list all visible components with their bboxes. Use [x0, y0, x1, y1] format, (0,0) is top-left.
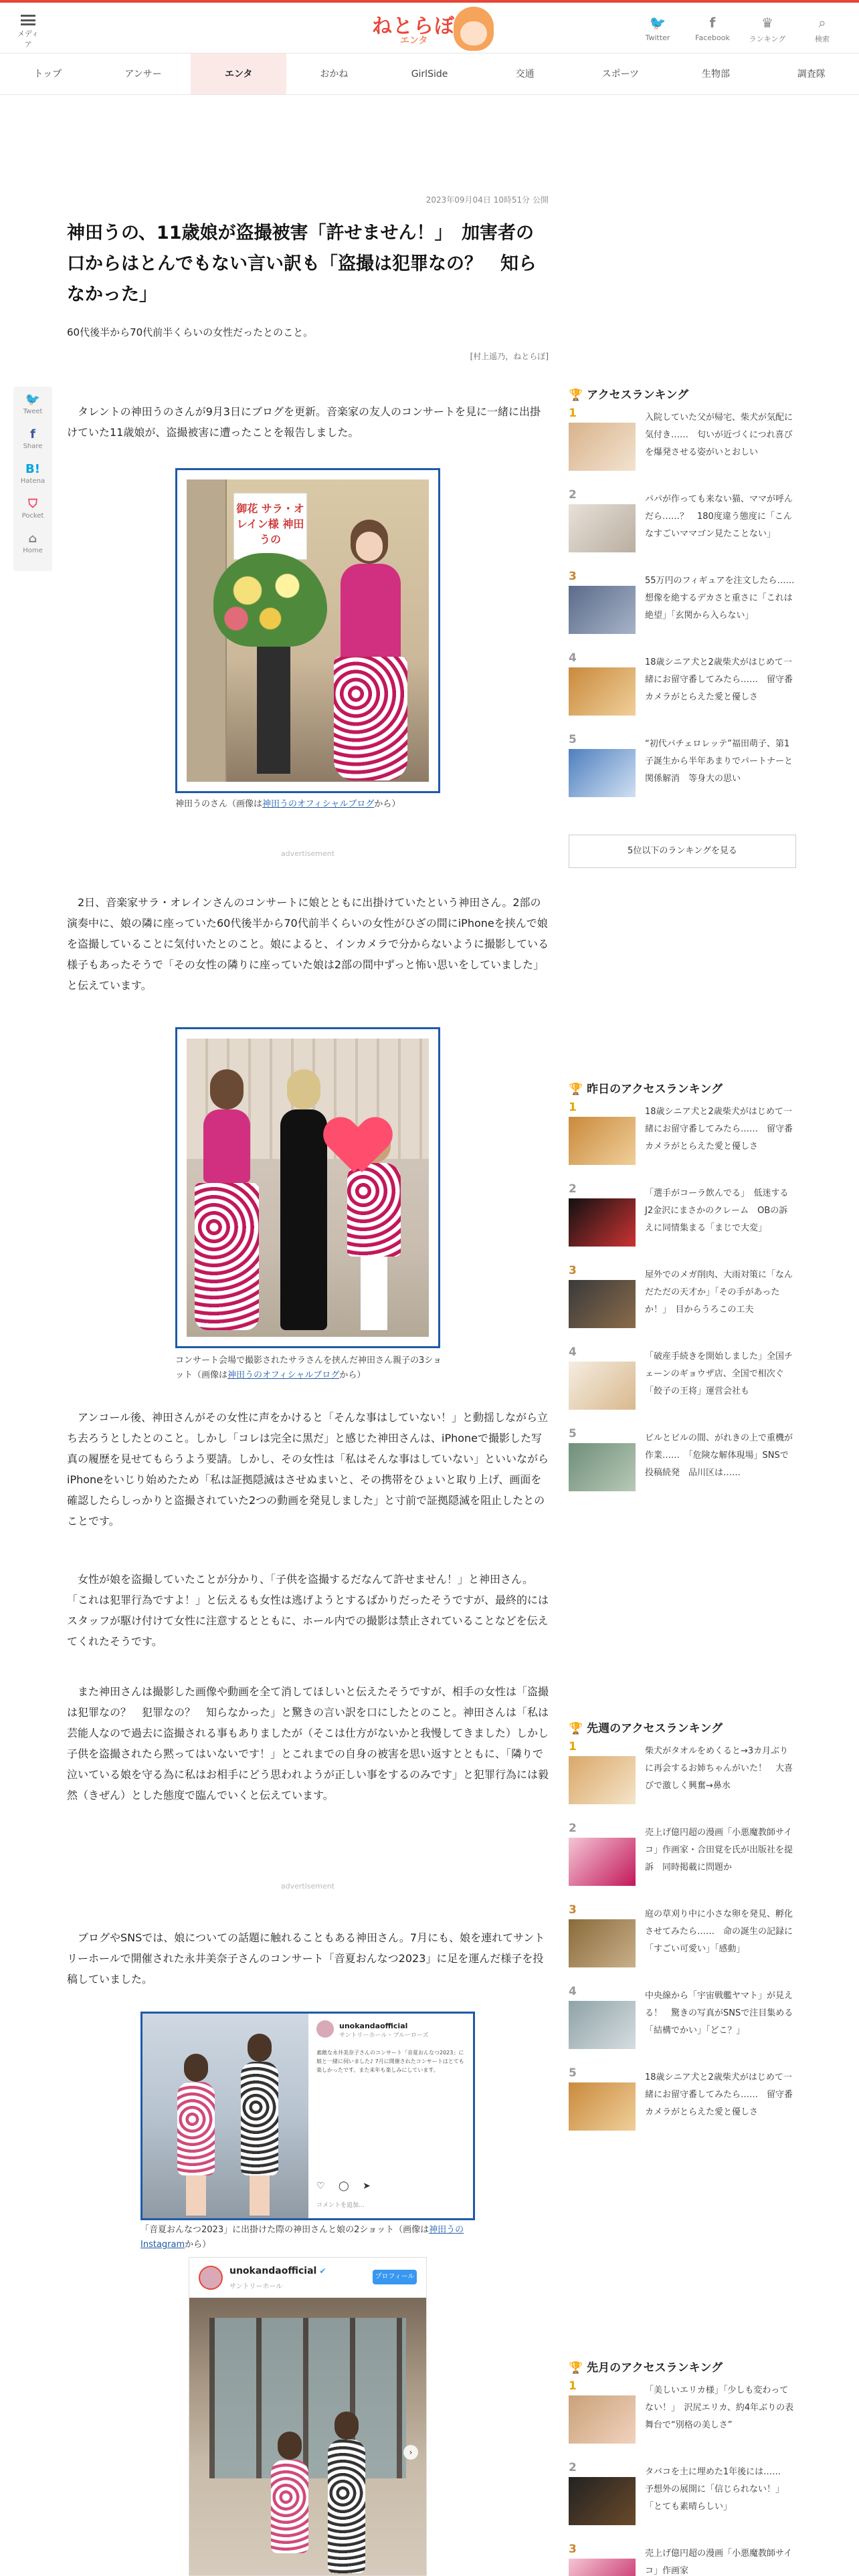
ranking-item-text: ビルとビルの間、がれきの上で重機が作業…… 「危険な解体現場」SNSで投稿続発 品川区は…… [645, 1433, 793, 1478]
ad-label: advertisement [280, 849, 335, 858]
access-ranking [569, 384, 803, 815]
crown-icon: ♛ [761, 15, 773, 31]
trophy-icon: 🏆 [569, 2361, 583, 2375]
share-facebook-label: Share [23, 443, 43, 450]
twitter-icon: 🐦 [25, 393, 41, 407]
share-facebook-button[interactable] [13, 427, 52, 461]
rank-number: 5 [569, 1427, 577, 1440]
article-paragraph: タレントの神田うのさんが9月3日にブログを更新。音楽家の友人のコンサートを見に一緒に出掛けていた11歳娘が、盗撮被害に遭ったことを報告しました。 [67, 405, 541, 439]
thumbnail [569, 1443, 636, 1491]
home-icon: ⌂ [28, 532, 37, 546]
photo-person [274, 1069, 334, 1330]
image-caption [140, 2223, 475, 2252]
thumbnail [569, 1919, 636, 1967]
facebook-icon: f [709, 15, 716, 31]
nav-biology[interactable]: 生物部 [702, 69, 731, 80]
ranking-item[interactable] [569, 2543, 796, 2576]
photo-person [334, 520, 407, 787]
photo-person [193, 1069, 260, 1330]
ranking-item-text: 庭の草刈り中に小さな卵を発見、孵化させてみたら…… 命の誕生の記録に「すごい可愛い」「感動」 [645, 1909, 793, 1954]
person-hair [287, 1069, 320, 1109]
thumbnail [569, 2559, 636, 2576]
image-caption [175, 797, 443, 812]
ranking-title-text: 先月のアクセスランキング [587, 2361, 723, 2375]
nav-research[interactable]: 調査隊 [797, 69, 826, 80]
ranking-item-text: 売上げ億円超の漫画「小悪魔教師サイコ」作画家・合田覚を氏が出版社を提訴 同時掲載に問題か [645, 1828, 793, 1872]
rank-number: 3 [569, 2543, 577, 2556]
rank-number: 2 [569, 1822, 577, 1835]
ranking-item-text: 「破産手続きを開始しました」全国チェーンのギョウザ店、全国で相次ぐ 「餃子の王将」運営会社も [645, 1352, 793, 1396]
nav-enta[interactable]: エンタ [191, 53, 286, 94]
rank-number: 4 [569, 651, 577, 665]
instagram-caption: 素敵な永井美奈子さんのコンサート「音夏おんなつ2023」に娘と一緒に伺いました♪ 7月に開催されたコンサートはとても楽しかったです。また来年も楽しみにしています。 [316, 2050, 464, 2073]
flower-stand [257, 647, 290, 774]
instagram-username-text: unokandaofficial [229, 2266, 317, 2276]
thumbnail [569, 667, 636, 716]
ranking-item-text: 売上げ億円超の漫画「小悪魔教師サイコ」作画家 [645, 2549, 793, 2576]
site-header [0, 0, 859, 53]
person-dress [328, 2440, 365, 2573]
nav-sports[interactable]: スポーツ [601, 69, 640, 80]
chevron-right-icon[interactable]: › [403, 2445, 418, 2460]
ranking-item-text: タバコを土に埋めた1年後には…… 予想外の展開に「信じられない！」「とても素晴らしい」 [645, 2467, 790, 2512]
ranking-item[interactable] [569, 1264, 796, 1346]
rank-number: 3 [569, 1264, 577, 1277]
ranking-item-text: 18歳シニア犬と2歳柴犬がはじめて一緒にお留守番してみたら…… 留守番カメラがとらえた愛と優しさ [645, 2072, 793, 2117]
search-icon: ⌕ [818, 15, 826, 31]
ranking-item-text: 中央線から「宇宙戦艦ヤマト」が見える！ 驚きの写真がSNSで注目集める 「結構でかい」「どこ？」 [645, 1991, 802, 2036]
ad-label: advertisement [280, 1882, 335, 1891]
share-home-button[interactable] [13, 531, 52, 566]
nav-traffic[interactable]: 交通 [515, 69, 535, 80]
ranking-item[interactable] [569, 2066, 796, 2148]
instagram-comment-input[interactable]: コメントを追加... [316, 2202, 365, 2209]
thumbnail [569, 423, 636, 471]
ranking-title-text: アクセスランキング [587, 389, 689, 402]
share-home-label: Home [23, 547, 43, 554]
share-pocket-button[interactable] [13, 496, 52, 531]
nav-girlside[interactable]: GirlSide [411, 69, 448, 80]
ranking-item[interactable] [569, 407, 796, 488]
header-facebook-label: Facebook [695, 33, 730, 42]
thumbnail [569, 1117, 636, 1165]
person-legs [361, 1257, 387, 1330]
instagram-photo [142, 2014, 308, 2218]
rank-number: 1 [569, 407, 577, 420]
rank-number: 1 [569, 1101, 577, 1114]
rank-number: 3 [569, 570, 577, 583]
person-legs [186, 2175, 206, 2216]
article-image-1[interactable] [175, 468, 440, 793]
ranking-item[interactable] [569, 1985, 802, 2066]
caption-suffix: から） [339, 1370, 366, 1380]
flower-stand-sign [233, 493, 307, 560]
hamburger-icon [21, 15, 35, 25]
logo-sub: エンタ [400, 35, 428, 46]
thumbnail [569, 1362, 636, 1410]
ranking-item-text: 55万円のフィギュアを注文したら…… 想像を絶するデカさと重さに「これは絶望」「玄関から入らない」 [645, 576, 803, 621]
ranking-item[interactable] [569, 488, 796, 570]
thumbnail [569, 1838, 636, 1886]
article-subtitle: 60代後半から70代前半くらいの女性だったとのこと。 [67, 326, 314, 338]
caption-text: 神田うのさん（画像は [175, 799, 263, 809]
ranking-item-text: 入院していた父が帰宅、柴犬が気配に気付き…… 匂いが近づくにつれ喜びを爆発させる姿がいとおしい [645, 413, 793, 457]
logo-text: ねとらぼ [372, 15, 455, 38]
instagram-screenshot[interactable] [140, 2012, 475, 2220]
rank-number: 2 [569, 488, 577, 502]
caption-link[interactable]: 神田うのInstagram [140, 2225, 464, 2250]
instagram-actions-icon[interactable]: ♡ ◯ ➤ [316, 2181, 376, 2191]
share-hatena-label: Hatena [20, 477, 45, 485]
weekly-ranking [569, 1717, 802, 2148]
ranking-item-text: 「美しいエリカ様」「少しも変わってない！」 沢尻エリカ、約4年ぶりの表舞台で“別格の美しさ” [645, 2385, 794, 2430]
header-ranking-label: ランキング [749, 35, 786, 43]
ranking-item-text: 屋外でのメガ削肉、大雨対策に「なんだただの天才か」「その手があったか！」 目からうろこの工夫 [645, 1270, 793, 1315]
thumbnail [569, 2395, 636, 2444]
photo-person [263, 2432, 316, 2553]
ranking-title [569, 1078, 796, 1101]
verified-icon: ✔ [319, 2266, 326, 2276]
avatar[interactable] [199, 2266, 223, 2290]
photo-person [169, 2054, 223, 2216]
caption-suffix: から） [374, 799, 401, 809]
trophy-icon: 🏆 [569, 1083, 583, 1096]
twitter-icon: 🐦 [649, 15, 666, 31]
yesterday-ranking [569, 1078, 796, 1509]
ranking-title-text: 先週のアクセスランキング [587, 1722, 723, 1735]
byline-prefix: [村上遥乃， [470, 352, 514, 361]
ranking-item-text: 18歳シニア犬と2歳柴犬がはじめて一緒にお留守番してみたら…… 留守番カメラがとらえた愛と優しさ [645, 657, 793, 702]
nav-okane[interactable]: おかね [320, 69, 349, 80]
rank-number: 4 [569, 1985, 577, 1998]
monthly-ranking [569, 2357, 796, 2576]
menu-button[interactable] [15, 15, 41, 49]
instagram-username[interactable] [229, 2266, 326, 2276]
trophy-icon: 🏆 [569, 1722, 583, 1735]
ranking-item[interactable] [569, 733, 796, 815]
header-twitter-button[interactable] [638, 15, 677, 44]
share-twitter-label: Tweet [23, 408, 43, 415]
ranking-item[interactable] [569, 1427, 796, 1509]
share-twitter-button[interactable] [13, 392, 52, 427]
view-profile-button[interactable]: プロフィールを見る [373, 2270, 417, 2284]
rank-number: 2 [569, 2461, 577, 2474]
pocket-icon: ⛉ [28, 497, 37, 511]
thumbnail [569, 2082, 636, 2131]
instagram-location: サントリーホール [229, 2283, 283, 2290]
ranking-title-text: 昨日のアクセスランキング [587, 1083, 723, 1096]
thumbnail [569, 1280, 636, 1328]
hatena-icon: B! [25, 462, 40, 476]
share-hatena-button[interactable] [13, 461, 52, 496]
ranking-item[interactable] [569, 1346, 796, 1427]
ranking-title [569, 384, 796, 407]
ranking-item[interactable] [569, 1822, 796, 1903]
image-caption [175, 1354, 443, 1383]
person-dress [271, 2460, 308, 2553]
facebook-icon: f [30, 427, 35, 441]
article-title: 神田うの、11歳娘が盗撮被害「許せません！」 加害者の口からはとんでもない言い訳も「盗撮は犯罪なの？ 知らなかった」 [67, 223, 537, 305]
rank-number: 4 [569, 1346, 577, 1359]
article-paragraph: アンコール後、神田さんがその女性に声をかけると「そんな事はしていない！」と動揺しながら立ち去ろうとしたとのこと。しかし「コレは完全に黒だ」と感じた神田さんは、iPhoneで撮影した写真の履歴を見せてもらうよう要請。しかし、その女性は「私はそんな事はしていない」といいながらiPhoneをいじり始めたため「私は証拠隠滅はさせぬまいと、その携帯をひょいと取り上げ、画面を確認したらしっかりと盗撮されていた2つの動画を発見しました」と寸前で証拠隠滅を阻止したとのことです。 [67, 1411, 549, 1527]
rank-number: 1 [569, 1740, 577, 1753]
person-face [356, 532, 383, 561]
person-legs [250, 2175, 270, 2216]
rank-number: 2 [569, 1182, 577, 1196]
caption-link[interactable]: 神田うのオフィシャルブログ [262, 799, 375, 809]
trophy-icon: 🏆 [569, 389, 583, 402]
person-top [341, 564, 401, 664]
ranking-title [569, 2357, 796, 2379]
instagram-post-panel [308, 2014, 473, 2218]
person-hair [248, 2034, 272, 2062]
rank-number: 3 [569, 1903, 577, 1917]
more-ranking-button[interactable]: 5位以下のランキングを見る [569, 835, 796, 868]
person-hair [335, 2411, 359, 2440]
header-search-label: 検索 [815, 35, 830, 43]
thumbnail [569, 1198, 636, 1247]
ranking-item[interactable] [569, 570, 803, 651]
article-paragraph: また神田さんは撮影した画像や動画を全て消してほしいと伝えたそうですが、相手の女性は「盗撮は犯罪なの？ 犯罪なの？ 知らなかった」と驚きの言い訳を口にしたとのこと。神田さんは「私は芸能人なので過去に盗撮される事もありましたが（そこは仕方がないかと我慢してきました）しかし子供を盗撮されたら黙ってはいないです！」とこれまでの自身の被害を思い返すとともに、「隣りで泣いている娘を守る為に私はお相手にどう思われようが正しい事をするのみです」と犯罪行為には毅然（きぜん）とした態度で臨んでいくと伝えています。 [67, 1685, 549, 1802]
article-paragraph: 女性が娘を盗撮していたことが分かり、「子供を盗撮するだなんて許せません！」と神田さん。「これは犯罪行為ですよ！」と伝えるも女性は逃げようとするばかりだったそうですが、最終的にはスタッフが駆け付けて女性に注意するとともに、ホール内での撮影は禁止されていることなどを伝えてくれたそうです。 [67, 1573, 549, 1648]
instagram-username[interactable]: unokandaofficial [339, 2022, 408, 2030]
logo-mascot-icon [454, 7, 494, 51]
flower-stand-sign-text: 御花 サラ・オレイン様 神田うの [236, 502, 304, 546]
instagram-embed-header [189, 2258, 426, 2298]
ranking-item-text: パパが作っても来ない猫、ママが呼んだら……？ 180度違う態度に「こんなすごいママゴン見たことない」 [645, 494, 793, 539]
site-logo[interactable] [368, 5, 495, 52]
thumbnail [569, 504, 636, 552]
share-bar [13, 387, 52, 571]
article-paragraph: ブログやSNSでは、娘についての話題に触れることもある神田さん。7月にも、娘を連れてサントリーホールで開催された永井美奈子さんのコンサート「音夏おんなつ2023」に足を運んだ様子を投稿していました。 [67, 1931, 545, 1985]
rank-number: 5 [569, 733, 577, 746]
person-top [203, 1109, 250, 1183]
person-skirt [195, 1183, 259, 1330]
person-dress [241, 2062, 278, 2175]
nav-answer[interactable]: アンサー [124, 69, 162, 80]
person-dress [280, 1109, 327, 1330]
header-search-button[interactable] [803, 15, 842, 44]
instagram-embed-photo [189, 2298, 426, 2575]
instagram-embed[interactable] [189, 2257, 427, 2576]
header-twitter-label: Twitter [645, 33, 670, 42]
ranking-item[interactable] [569, 1740, 796, 1822]
avatar[interactable] [316, 2020, 334, 2038]
ranking-item[interactable] [569, 1903, 796, 1985]
ranking-item[interactable] [569, 2461, 796, 2543]
article-image-2[interactable] [175, 1027, 440, 1348]
photo-person [229, 2034, 290, 2216]
ranking-title [569, 1717, 796, 1740]
person-dress [177, 2082, 215, 2175]
byline-link[interactable]: ねとらぼ [513, 352, 546, 361]
ranking-item[interactable] [569, 2379, 796, 2461]
ranking-item[interactable] [569, 651, 796, 733]
thumbnail [569, 2001, 636, 2049]
share-pocket-label: Pocket [21, 512, 44, 520]
caption-link[interactable]: 神田うのオフィシャルブログ [227, 1370, 340, 1380]
person-hair [278, 2432, 302, 2460]
article-paragraph: 2日、音楽家サラ・オレインさんのコンサートに娘とともに出掛けていたという神田さん。2部の演奏中に、娘の隣に座っていた60代後半から70代前半くらいの女性がひざの間にiPhoneを挟んで娘を盗撮していることに気付いたとのこと。娘によると、インカメラで分からないように撮影している様子もあったそうで「その女性の隣りに座っていた娘は2部の間中ずっと怖い思いをしていました」と伝えています。 [67, 896, 549, 992]
person-hair [184, 2054, 208, 2082]
rank-number: 5 [569, 2066, 577, 2080]
person-skirt [334, 657, 407, 780]
header-facebook-button[interactable] [693, 15, 732, 44]
rank-number: 1 [569, 2379, 577, 2393]
caption-text: コンサート会場で撮影されたサラさんを挟んだ神田さん親子の3ショット（画像は [175, 1356, 442, 1380]
thumbnail [569, 2477, 636, 2525]
ranking-item-text: 「選手がコーラ飲んでる」 低迷するJ2金沢にまさかのクレーム OBの訴えに同情集まる「まじで大変」 [645, 1188, 789, 1233]
photo-person [316, 2411, 377, 2573]
ranking-item[interactable] [569, 1182, 796, 1264]
ranking-item-text: “初代パチェロレッテ”福田萌子、第1子誕生から半年あまりでパートナーと関係解消 等身大の思い [645, 739, 793, 784]
person-dress [347, 1163, 401, 1257]
caption-text: 「音夏おんなつ2023」に出掛けた際の神田さんと娘の2ショット（画像は [140, 2225, 430, 2235]
byline [348, 350, 549, 362]
menu-label: メディア [17, 29, 39, 49]
ranking-item[interactable] [569, 1101, 796, 1182]
ranking-item-text: 柴犬がタオルをめくると→3カ月ぶりに再会するお姉ちゃんがいた！ 大喜びで激しく興奮→鼻水 [645, 1746, 793, 1791]
thumbnail [569, 1756, 636, 1804]
publish-date: 2023年09月04日 10時51分 公開 [425, 195, 549, 205]
person-hair [210, 1069, 244, 1109]
nav-top[interactable]: トップ [33, 69, 62, 80]
header-ranking-button[interactable] [748, 15, 787, 44]
caption-suffix: から） [185, 2240, 211, 2250]
heart-sticker-icon [327, 1119, 381, 1172]
byline-suffix: ] [545, 352, 549, 361]
thumbnail [569, 586, 636, 634]
category-nav [0, 53, 859, 95]
thumbnail [569, 749, 636, 797]
instagram-location: サントリーホール・ブルーローズ [339, 2032, 429, 2039]
ranking-item-text: 18歳シニア犬と2歳柴犬がはじめて一緒にお留守番してみたら…… 留守番カメラがとらえた愛と優しさ [645, 1107, 793, 1152]
